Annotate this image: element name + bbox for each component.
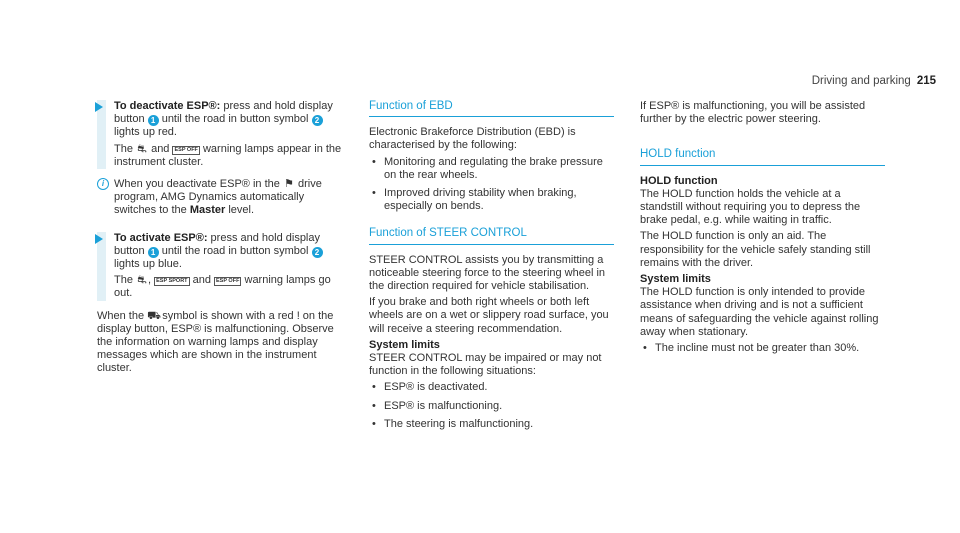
esp-skid-warning-icon: ⛐ — [137, 274, 147, 287]
page-number: 215 — [916, 75, 936, 87]
column-2 — [369, 100, 614, 437]
hold-p1: The HOLD function holds the vehicle at a standstill without requiring you to depress the brake pedal, e.g. while waiting in traffic. — [640, 187, 861, 227]
esp-malfunction-intro: If ESP® is malfunctioning, you will be assisted further by the electric power steering. — [640, 100, 866, 126]
malfunction-note: When the ⛟ symbol is shown with a red ! on the display button, ESP® is malfunctioning. Observe the information on warning lamps and display messages which are shown in the instrument cluster. — [97, 309, 334, 375]
callout-number-icon: 2 — [312, 247, 323, 258]
flag-drive-program-icon: ⚑ — [283, 178, 294, 191]
steer-limits-heading: System limits — [369, 338, 440, 351]
list-item: • Improved driving stability when braking, especially on bends. — [369, 187, 614, 213]
ebd-list — [369, 156, 614, 214]
list-item: • Monitoring and regulating the brake pressure on the rear wheels. — [369, 156, 614, 182]
page-header — [812, 75, 936, 88]
hold-limits-heading: System limits — [640, 273, 711, 286]
info-note: i When you deactivate ESP® in the ⚑ drive program, AMG Dynamics automatically switches to the Master level. — [97, 178, 342, 218]
column-1 — [97, 100, 342, 379]
esp-sport-icon: ESP SPORT — [156, 278, 188, 285]
steer-p2: If you brake and both right wheels or both left wheels are on a wet or slippery road surface, you will receive a steering recommendation. — [369, 296, 609, 335]
steer-control-heading: Function of STEER CONTROL — [369, 227, 614, 244]
list-item: • The incline must not be greater than 30%. — [640, 342, 885, 355]
list-item: • ESP® is deactivated. — [369, 381, 614, 394]
triangle-step-icon — [95, 234, 103, 244]
ebd-heading: Function of EBD — [369, 100, 614, 117]
callout-number-icon: 1 — [148, 115, 159, 126]
steer-limits-intro: STEER CONTROL may be impaired or may not function in the following situations: — [369, 352, 602, 378]
hold-function-heading: HOLD function — [640, 148, 885, 165]
activate-title: To activate ESP®: — [114, 231, 208, 244]
master-level: Master — [189, 204, 226, 217]
hold-subheading: HOLD function — [640, 174, 718, 187]
info-icon: i — [97, 178, 109, 190]
column-3 — [640, 100, 885, 361]
triangle-step-icon — [95, 102, 103, 112]
car-seat-symbol-icon: ⛟ — [147, 309, 161, 322]
callout-number-icon: 2 — [312, 115, 323, 126]
list-item: • The steering is malfunctioning. — [369, 418, 614, 431]
list-item: • ESP® is malfunctioning. — [369, 400, 614, 413]
esp-off-icon: ESP OFF — [174, 146, 198, 153]
hold-p3: The HOLD function is only intended to provide assistance when driving and is not a sufficient means of safeguarding the vehicle against rolling away when stationary. — [640, 286, 879, 338]
ebd-intro: Electronic Brakeforce Distribution (EBD) is characterised by the following: — [369, 126, 576, 152]
esp-off-icon: ESP OFF — [216, 278, 240, 285]
steer-limits-list — [369, 381, 614, 431]
activate-esp-step: To activate ESP®: press and hold display button 1 until the road in button symbol 2 lights up blue. The ⛐, ESP SPORT and ESP OFF warning lamps go out. — [97, 232, 342, 301]
section-title: Driving and parking — [811, 75, 911, 87]
callout-number-icon: 1 — [148, 247, 159, 258]
steer-p1: STEER CONTROL assists you by transmitting a noticeable steering force to the steering wheel in the direction required for vehicle stabilisation. — [369, 253, 606, 293]
hold-limits-list — [640, 342, 885, 355]
deactivate-esp-step: To deactivate ESP®: press and hold display button 1 until the road in button symbol 2 lights up red. The ⛐ and ESP OFF warning lamps appear in the instrument cluster. — [97, 100, 342, 169]
hold-p2: The HOLD function is only an aid. The responsibility for the vehicle safely standing still remains with the driver. — [640, 230, 871, 269]
esp-skid-warning-icon: ⛐ — [137, 142, 147, 155]
deactivate-title: To deactivate ESP®: — [114, 100, 221, 112]
